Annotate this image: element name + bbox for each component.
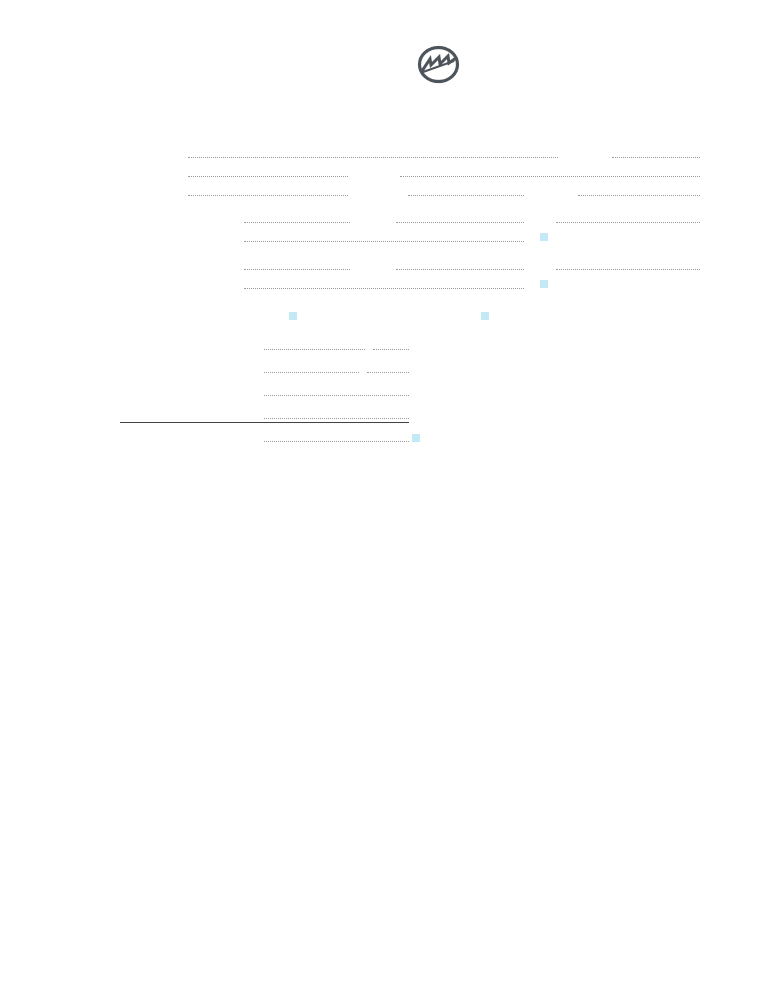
zwischentotal-divider (120, 422, 409, 423)
mietbeginn-zeit-input[interactable] (556, 222, 700, 223)
zwischentotal-input[interactable] (264, 418, 409, 419)
separates-blatt-checkbox[interactable] (481, 312, 489, 320)
mietende-zeit-input[interactable] (556, 269, 700, 270)
mietbeginn-wochentag-input[interactable] (244, 222, 350, 223)
mobile-input[interactable] (408, 195, 524, 196)
warenlager-rueckgabe-checkbox[interactable] (540, 280, 548, 288)
ort-uebergabe-input[interactable] (244, 241, 524, 242)
mietende-datum-input[interactable] (396, 269, 524, 270)
mehrbetrag-input[interactable] (264, 372, 359, 373)
mieter-input[interactable] (188, 157, 558, 158)
stueckpreisliste-checkbox[interactable] (289, 312, 297, 320)
mietbetrag-input[interactable] (264, 349, 365, 350)
telefon-input[interactable] (188, 195, 348, 196)
faktor-input[interactable] (367, 372, 409, 373)
hinfahrt-checkbox[interactable] (412, 434, 420, 442)
anlaesse-input[interactable] (373, 349, 409, 350)
transport-input[interactable] (264, 441, 409, 442)
temm-logo-icon (417, 45, 460, 84)
mietbeginn-datum-input[interactable] (396, 222, 524, 223)
warenlager-uebergabe-checkbox[interactable] (540, 233, 548, 241)
mietende-wochentag-input[interactable] (244, 269, 350, 270)
ort-rueckgabe-input[interactable] (244, 288, 524, 289)
strasse-input[interactable] (188, 176, 348, 177)
email-input[interactable] (578, 195, 700, 196)
plz-ort-input[interactable] (400, 176, 700, 177)
jahrgang-input[interactable] (612, 157, 700, 158)
rabatt-input[interactable] (264, 395, 409, 396)
